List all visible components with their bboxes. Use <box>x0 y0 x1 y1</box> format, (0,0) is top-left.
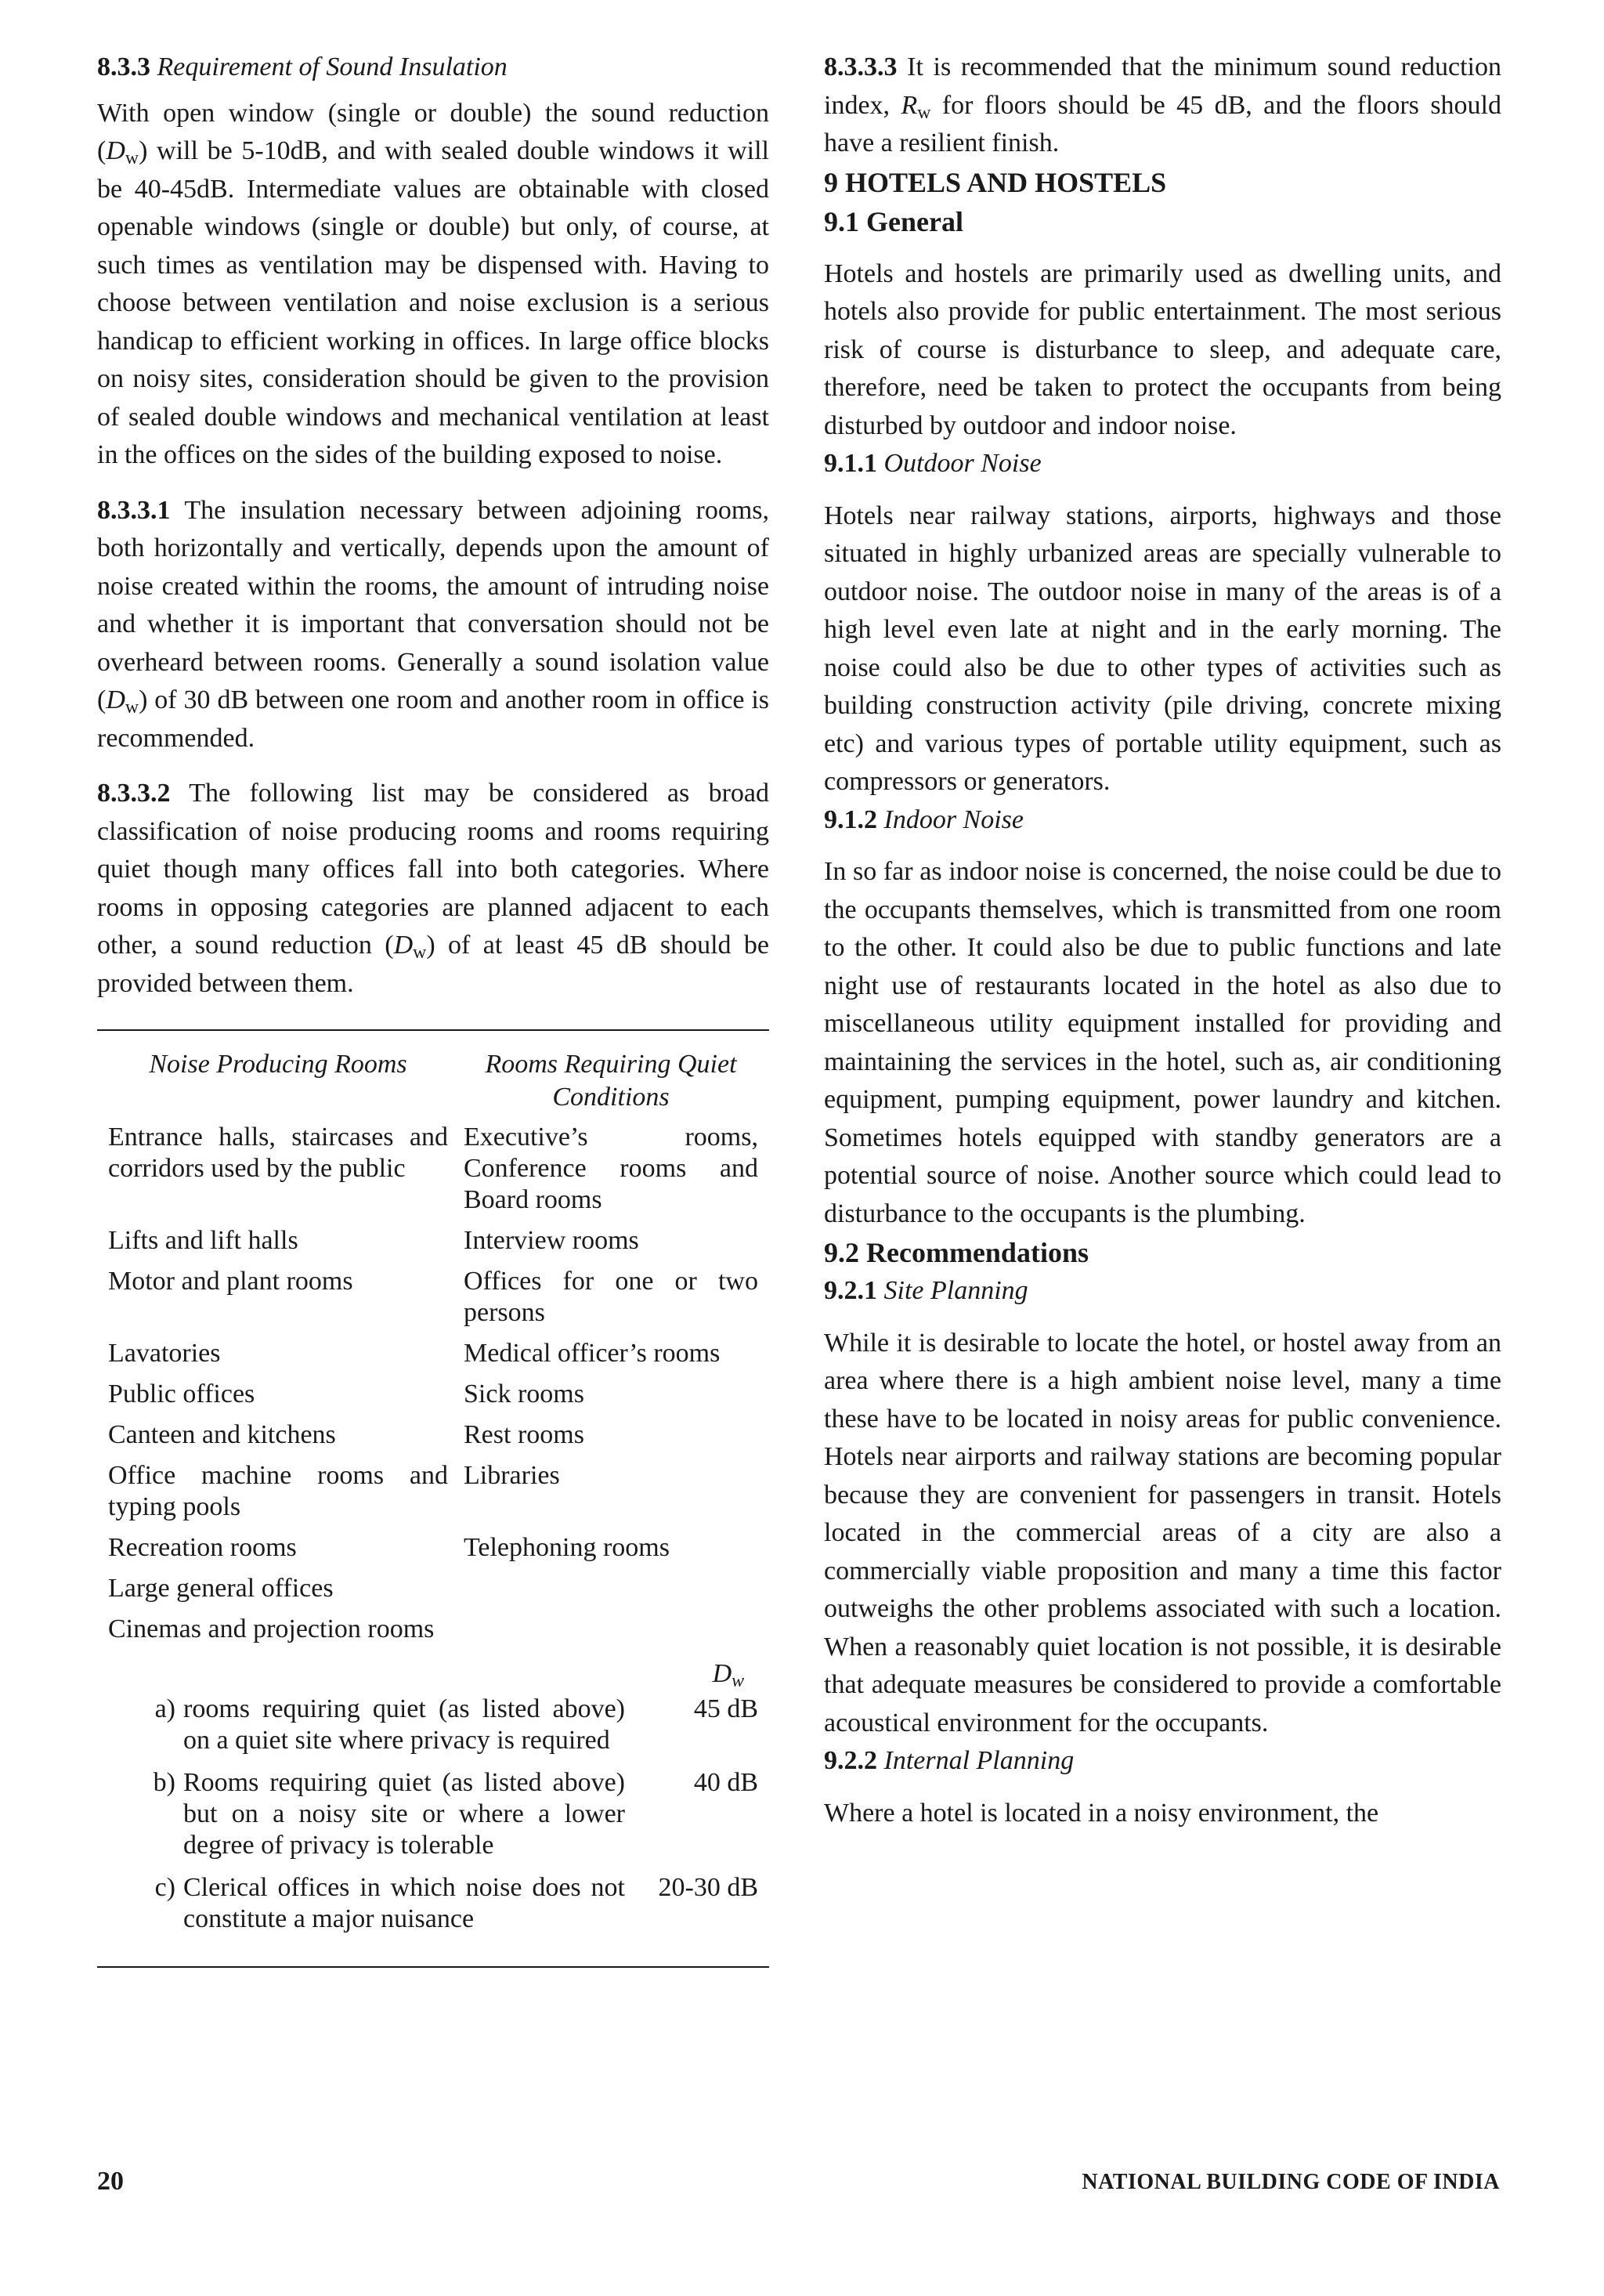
requirement-item <box>108 1872 758 1935</box>
noise-producing-room: Public offices <box>108 1379 255 1408</box>
table-grid <box>108 1048 758 1650</box>
paragraph-9-1-2: In so far as indoor noise is concerned, the noise could be due to the occupants themselves, which is transmitted from one room to the other. It could also be due to public functions and late night use of restaurants located in the hotel as also due to miscellaneous utility equipment installed for providing and maintaining the services in the hotel, such as, air conditioning equipment, pumping equipment, power laundry and kitchen. Sometimes hotels equipped with standby generators are a potential source of noise. Another source which could lead to disturbance to the occupants is the plumbing. <box>824 857 1501 1228</box>
noise-producing-room: Office machine rooms and typing pools <box>108 1461 448 1521</box>
requirement-value: 40 dB <box>693 1768 758 1797</box>
noise-producing-room: Cinemas and projection rooms <box>108 1614 435 1643</box>
paragraph-9-2-1: While it is desirable to locate the hotel, or hostel away from an area where there is a high ambient noise level, many a time these have to be located in noisy areas for public convenience. Hotels near airports and railway stations are becoming popular because they are convenient for passengers in transit. Hotels located in the commercial areas of a city are also a commercially viable proposition and many a time this factor outweighs the other problems associated with such a location. When a reasonably quiet location is not possible, it is desirable that adequate measures be considered to provide a comfortable acoustical environment for the occupants. <box>824 1328 1501 1737</box>
quiet-room: Offices for one or two persons <box>464 1267 758 1327</box>
room-classification-table <box>97 1029 769 1968</box>
section-9-1-1-heading: 9.1.1 Outdoor Noise <box>824 449 1042 478</box>
noise-producing-room: Entrance halls, staircases and corridors used by the public <box>108 1123 448 1183</box>
noise-producing-room: Lifts and lift halls <box>108 1226 298 1255</box>
paragraph-9-1-1: Hotels near railway stations, airports, highways and those situated in highly urbanized areas are specially vulnerable to outdoor noise. The outdoor noise in many of the areas is of a high level even late at night and in the early morning. The noise could also be due to other types of activities such as building construction activity (pile driving, concrete mixing etc) and various types of portable utility equipment, such as compressors or generators. <box>824 501 1501 796</box>
requirement-value: 20-30 dB <box>658 1873 758 1902</box>
requirement-text: rooms requiring quiet (as listed above) on a quiet site where privacy is required <box>183 1694 625 1755</box>
requirement-item <box>108 1694 758 1756</box>
requirement-item <box>108 1767 758 1861</box>
requirement-text: Clerical offices in which noise does not constitute a major nuisance <box>183 1873 625 1933</box>
section-9-1-heading: 9.1 General <box>824 205 963 237</box>
paragraph-8-3-3-2: 8.3.3.2 The following list may be considered as broad classification of noise producing rooms and rooms requiring quiet though many offices fall into both categories. Where rooms in opposing categories are planned adjacent to each other, a sound reduction $(D_w)$ of at least 45 dB should be provided between them. <box>97 779 769 998</box>
quiet-room: Interview rooms <box>464 1226 639 1255</box>
requirement-label: b) <box>153 1768 175 1797</box>
quiet-room: Sick rooms <box>464 1379 584 1408</box>
dw-column-header: $D_w$ <box>712 1659 744 1691</box>
table-header-noise-producing: Noise Producing Rooms <box>149 1050 407 1079</box>
paragraph-9-1: Hotels and hostels are primarily used as dwelling units, and hotels also provide for public entertainment. The most serious risk of course is disturbance to sleep, and adequate care, therefore, need be taken to protect the occupants from being disturbed by outdoor and indoor noise. <box>824 259 1501 440</box>
requirement-text: Rooms requiring quiet (as listed above) but on a noisy site or where a lower degree of privacy is tolerable <box>183 1768 625 1860</box>
paragraph-sound-reduction: With open window (single or double) the sound reduction $(D_w)$ will be 5-10dB, and with sealed double windows it will be 40-45dB. Intermediate values are obtainable with closed openable windows (single or double) but only, of course, at such times as ventilation may be dispensed with. Having to choose between ventilation and noise exclusion is a serious handicap to efficient working in offices. In large office blocks on noisy sites, consideration should be given to the provision of sealed double windows and mechanical ventilation at least in the offices on the sides of the building exposed to noise. <box>97 98 769 469</box>
quiet-room: Libraries <box>464 1461 560 1490</box>
noise-producing-room: Canteen and kitchens <box>108 1420 336 1449</box>
requirement-label: c) <box>154 1873 175 1902</box>
section-9-heading: 9 HOTELS AND HOSTELS <box>824 166 1167 198</box>
paragraph-8-3-3-3: 8.3.3.3 It is recommended that the minimum sound reduction index, $R_w$ for floors should be 45 dB, and the floors should have a resilient finish. <box>824 52 1501 157</box>
section-9-2-2-heading: 9.2.2 Internal Planning <box>824 1746 1075 1775</box>
footer-title: NATIONAL BUILDING CODE OF INDIA <box>1082 2170 1500 2194</box>
quiet-room <box>464 1609 758 1650</box>
section-9-2-heading: 9.2 Recommendations <box>824 1237 1089 1268</box>
requirement-label: a) <box>154 1694 175 1723</box>
section-9-1-2-heading: 9.1.2 Indoor Noise <box>824 805 1024 834</box>
left-column <box>97 49 769 1968</box>
page-number: 20 <box>97 2167 124 2196</box>
noise-producing-room: Lavatories <box>108 1339 221 1368</box>
right-column <box>824 49 1501 1832</box>
requirement-list <box>108 1694 758 1935</box>
section-9-2-1-heading: 9.2.1 Site Planning <box>824 1276 1028 1305</box>
table-header-quiet-conditions: Rooms Requiring Quiet Conditions <box>485 1050 737 1112</box>
paragraph-9-2-2: Where a hotel is located in a noisy environment, the <box>824 1798 1379 1828</box>
requirement-value: 45 dB <box>693 1694 758 1723</box>
quiet-room: Rest rooms <box>464 1420 584 1449</box>
noise-producing-room: Recreation rooms <box>108 1533 297 1562</box>
quiet-room: Medical officer’s rooms <box>464 1339 721 1368</box>
noise-producing-room: Large general offices <box>108 1574 334 1603</box>
quiet-room <box>464 1568 758 1609</box>
section-8-3-3-heading: 8.3.3 Requirement of Sound Insulation <box>97 52 508 81</box>
quiet-room: Telephoning rooms <box>464 1533 670 1562</box>
noise-producing-room: Motor and plant rooms <box>108 1267 353 1296</box>
quiet-room: Executive’s rooms, Conference rooms and Board rooms <box>464 1123 758 1214</box>
paragraph-8-3-3-1: 8.3.3.1 The insulation necessary between adjoining rooms, both horizontally and vertically, depends upon the amount of noise created within the rooms, the amount of intruding noise and whether it is important that conversation should not be overheard between rooms. Generally a sound isolation value $(D_w)$ of 30 dB between one room and another room in office is recommended. <box>97 495 769 753</box>
